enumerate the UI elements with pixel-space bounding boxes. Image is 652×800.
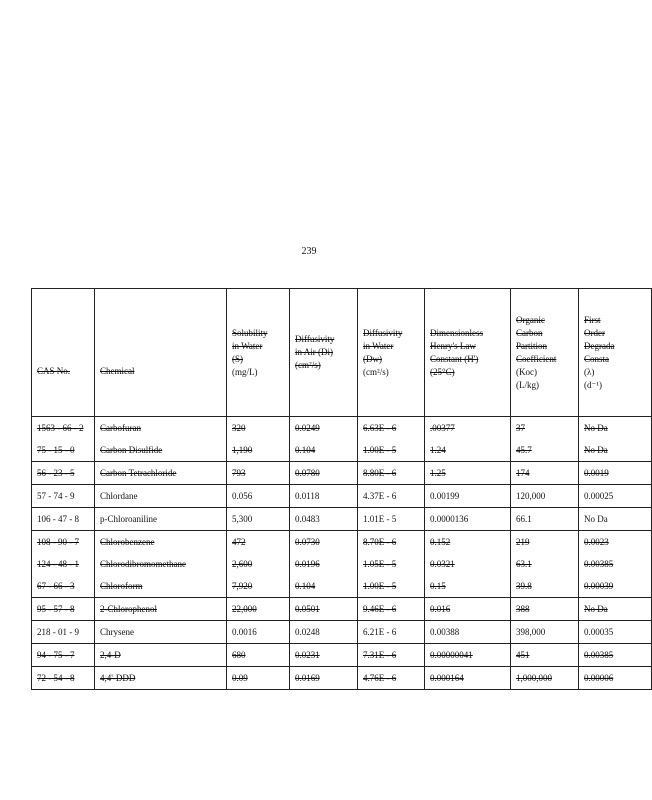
cell-solubility (227, 439, 290, 462)
cell-chemical (95, 598, 227, 621)
cell-text: 0.0019 (584, 468, 609, 478)
cell-text: 1.24 (430, 445, 446, 455)
header-line: Partition (516, 340, 547, 351)
cell-text: 106 - 47 - 8 (37, 514, 79, 524)
cell-text: 0.0023 (584, 537, 609, 547)
header-line: Organic (516, 314, 545, 325)
header-line: Order (584, 327, 605, 338)
cell-text: 320 (232, 423, 246, 433)
cell-cas-no (32, 508, 95, 531)
cell-henrys-law (425, 531, 511, 554)
cell-text: 0.0483 (295, 514, 320, 524)
cell-degradation (579, 667, 652, 690)
header-line: (Dw) (363, 353, 382, 364)
cell-text: p-Chloroaniline (100, 514, 157, 524)
cell-koc (511, 621, 579, 644)
header-line: (Koc) (516, 366, 537, 377)
table-row (32, 644, 652, 667)
cell-text: Chrysene (100, 627, 134, 637)
cell-text: 0.00035 (584, 627, 614, 637)
cell-diffusivity-water (358, 508, 425, 531)
cell-text: Chloroform (100, 581, 143, 591)
table-row (32, 417, 652, 440)
cell-degradation (579, 644, 652, 667)
table-row (32, 575, 652, 598)
cell-solubility (227, 508, 290, 531)
table-row (32, 508, 652, 531)
cell-koc (511, 485, 579, 508)
cell-koc (511, 575, 579, 598)
header-line: Dimensionless (430, 327, 483, 338)
cell-text: 0.0231 (295, 650, 320, 660)
cell-text: No Da (584, 423, 608, 433)
cell-cas-no (32, 417, 95, 440)
cell-text: 57 - 74 - 9 (37, 491, 75, 501)
cell-henrys-law (425, 508, 511, 531)
cell-henrys-law (425, 485, 511, 508)
header-line: (L/kg) (516, 379, 539, 390)
cell-text: 472 (232, 537, 246, 547)
cell-henrys-law (425, 598, 511, 621)
cell-text: 120,000 (516, 491, 546, 501)
cell-text: 1.05E - 5 (363, 559, 397, 569)
chemical-properties-table (31, 288, 652, 690)
cell-text: 45.7 (516, 445, 532, 455)
cell-text: 0.0780 (295, 468, 320, 478)
cell-diffusivity-air (290, 621, 358, 644)
cell-text: 22,000 (232, 604, 257, 614)
cell-solubility (227, 553, 290, 575)
cell-text: 0.0321 (430, 559, 455, 569)
header-line: First (584, 314, 601, 325)
cell-text: 0.00006 (584, 673, 614, 683)
cell-text: 7.31E - 6 (363, 650, 397, 660)
cell-chemical (95, 485, 227, 508)
cell-koc (511, 508, 579, 531)
header-line: (S) (232, 353, 243, 364)
cell-text: 0.016 (430, 604, 451, 614)
cell-text: 7,920 (232, 581, 253, 591)
cell-text: No Da (584, 604, 608, 614)
cell-degradation (579, 439, 652, 462)
cell-text: 0.152 (430, 537, 451, 547)
cell-cas-no (32, 621, 95, 644)
cell-henrys-law (425, 553, 511, 575)
cell-text: 9.46E - 6 (363, 604, 397, 614)
cell-diffusivity-air (290, 531, 358, 554)
cell-text: Chlorobenzene (100, 537, 155, 547)
header-line: (cm²/s) (363, 366, 389, 377)
cell-text: 8.70E - 6 (363, 537, 397, 547)
cell-cas-no (32, 667, 95, 690)
cell-solubility (227, 485, 290, 508)
cell-text: 5,300 (232, 514, 253, 524)
cell-text: 4.37E - 6 (363, 491, 397, 501)
column-header-solubility (227, 289, 290, 417)
cell-text: 451 (516, 650, 530, 660)
column-header-cas-no (32, 289, 95, 417)
cell-henrys-law (425, 644, 511, 667)
cell-text: 0.0169 (295, 673, 320, 683)
cell-text: 0.0196 (295, 559, 320, 569)
cell-text: 63.1 (516, 559, 532, 569)
cell-text: 0.0730 (295, 537, 320, 547)
cell-diffusivity-water (358, 644, 425, 667)
cell-chemical (95, 667, 227, 690)
header-line: Degrada (584, 340, 615, 351)
cell-text: 72 - 54 - 8 (37, 673, 75, 683)
cell-text: 0.00199 (430, 491, 460, 501)
column-header-degradation (579, 289, 652, 417)
cell-text: 0.00388 (430, 627, 460, 637)
cell-diffusivity-air (290, 575, 358, 598)
cell-cas-no (32, 439, 95, 462)
column-header-koc (511, 289, 579, 417)
header-line: (25°C) (430, 366, 455, 377)
cell-henrys-law (425, 575, 511, 598)
cell-chemical (95, 439, 227, 462)
cell-text: Carbofuran (100, 423, 141, 433)
header-line: (d⁻¹) (584, 379, 602, 390)
cell-text: 2,4-D (100, 650, 121, 660)
cell-text: 0.15 (430, 581, 446, 591)
cell-chemical (95, 575, 227, 598)
cell-text: 67 - 66 - 3 (37, 581, 75, 591)
cell-text: 0.00385 (584, 559, 614, 569)
cell-text: 0.056 (232, 491, 253, 501)
cell-text: 0.00039 (584, 581, 614, 591)
header-line: Diffusivity (363, 327, 403, 338)
cell-text: 75 - 15 - 0 (37, 445, 75, 455)
cell-chemical (95, 462, 227, 485)
cell-text: 0.0248 (295, 627, 320, 637)
cell-cas-no (32, 531, 95, 554)
cell-text: Carbon Disulfide (100, 445, 163, 455)
cell-text: 94 - 75 - 7 (37, 650, 75, 660)
cell-text: 0.0501 (295, 604, 320, 614)
cell-text: 388 (516, 604, 530, 614)
cell-text: 680 (232, 650, 246, 660)
cell-diffusivity-water (358, 531, 425, 554)
cell-text: 398,000 (516, 627, 546, 637)
cell-solubility (227, 598, 290, 621)
cell-henrys-law (425, 621, 511, 644)
cell-text: No Da (584, 514, 608, 524)
cell-chemical (95, 644, 227, 667)
cell-text: 0.0118 (295, 491, 320, 501)
cell-diffusivity-water (358, 462, 425, 485)
cell-koc (511, 553, 579, 575)
cell-diffusivity-air (290, 417, 358, 440)
header-line: Henry's Law (430, 340, 476, 351)
cell-diffusivity-air (290, 667, 358, 690)
cell-text: 66.1 (516, 514, 532, 524)
header-line: in Water (232, 340, 263, 351)
table-row (32, 621, 652, 644)
cell-chemical (95, 621, 227, 644)
cell-henrys-law (425, 462, 511, 485)
cell-koc (511, 462, 579, 485)
cell-text: 174 (516, 468, 530, 478)
table-row (32, 598, 652, 621)
cell-degradation (579, 575, 652, 598)
cell-cas-no (32, 485, 95, 508)
cell-chemical (95, 508, 227, 531)
cell-henrys-law (425, 417, 511, 440)
table-row (32, 462, 652, 485)
cell-henrys-law (425, 439, 511, 462)
cell-degradation (579, 621, 652, 644)
header-line: Solubility (232, 327, 268, 338)
cell-text: 793 (232, 468, 246, 478)
cell-solubility (227, 621, 290, 644)
cell-text: .00377 (430, 423, 455, 433)
cell-solubility (227, 644, 290, 667)
cell-koc (511, 667, 579, 690)
cell-text: 1.25 (430, 468, 446, 478)
header-line: (λ) (584, 366, 595, 377)
cell-text: 218 - 01 - 9 (37, 627, 79, 637)
cell-text: 95 - 57 - 8 (37, 604, 75, 614)
cell-text: 108 - 90 - 7 (37, 537, 79, 547)
cell-text: 0.000164 (430, 673, 464, 683)
cell-diffusivity-air (290, 485, 358, 508)
header-line: Diffusivity (295, 334, 335, 344)
column-header-diffusivity-water (358, 289, 425, 417)
cell-text: 0.00385 (584, 650, 614, 660)
table-row (32, 485, 652, 508)
cell-chemical (95, 553, 227, 575)
cell-solubility (227, 531, 290, 554)
cell-koc (511, 417, 579, 440)
cell-text: Chlordane (100, 491, 138, 501)
cell-text: 4.76E - 6 (363, 673, 397, 683)
cell-text: 37 (516, 423, 525, 433)
cell-text: 0.104 (295, 445, 316, 455)
cell-text: 219 (516, 537, 530, 547)
cell-text: 1.01E - 5 (363, 514, 397, 524)
cell-degradation (579, 598, 652, 621)
cell-text: 1.00E - 5 (363, 445, 397, 455)
cell-text: 2,600 (232, 559, 253, 569)
header-line: CAS No. (37, 366, 71, 376)
header-line: Consta (584, 353, 610, 364)
cell-koc (511, 644, 579, 667)
column-header-chemical (95, 289, 227, 417)
cell-diffusivity-water (358, 667, 425, 690)
cell-text: 124 - 48 - 1 (37, 559, 79, 569)
cell-degradation (579, 508, 652, 531)
cell-diffusivity-water (358, 485, 425, 508)
header-line: (cm²/s) (295, 360, 321, 370)
cell-chemical (95, 531, 227, 554)
cell-text: 0.0249 (295, 423, 320, 433)
cell-text: Carbon Tetrachloride (100, 468, 177, 478)
cell-text: No Da (584, 445, 608, 455)
cell-solubility (227, 417, 290, 440)
header-line: Coefficient (516, 353, 557, 364)
cell-text: 0.09 (232, 673, 248, 683)
header-line: (mg/L) (232, 366, 258, 377)
cell-diffusivity-water (358, 575, 425, 598)
cell-text: 0.0000136 (430, 514, 469, 524)
cell-text: 0.00025 (584, 491, 614, 501)
cell-cas-no (32, 553, 95, 575)
cell-text: 1,190 (232, 445, 253, 455)
cell-text: 8.80E - 6 (363, 468, 397, 478)
cell-diffusivity-water (358, 553, 425, 575)
header-line: Carbon (516, 327, 543, 338)
table-header-row (32, 289, 652, 417)
cell-henrys-law (425, 667, 511, 690)
page-number: 239 (301, 246, 317, 257)
chemical-properties-table-container (31, 288, 618, 683)
cell-text: 4,4'-DDD (100, 673, 136, 683)
cell-diffusivity-air (290, 644, 358, 667)
table-row (32, 439, 652, 462)
cell-diffusivity-water (358, 598, 425, 621)
cell-degradation (579, 553, 652, 575)
cell-degradation (579, 531, 652, 554)
column-header-diffusivity-air (290, 289, 358, 417)
cell-koc (511, 531, 579, 554)
cell-text: 39.8 (516, 581, 532, 591)
cell-cas-no (32, 575, 95, 598)
cell-diffusivity-air (290, 439, 358, 462)
cell-text: 6.63E - 6 (363, 423, 397, 433)
cell-text: 0.0016 (232, 627, 257, 637)
table-row (32, 553, 652, 575)
cell-diffusivity-water (358, 621, 425, 644)
cell-solubility (227, 667, 290, 690)
cell-degradation (579, 485, 652, 508)
cell-text: 0.104 (295, 581, 316, 591)
cell-diffusivity-air (290, 462, 358, 485)
cell-text: 1.00E - 5 (363, 581, 397, 591)
cell-text: Chlorodibromomethane (100, 559, 186, 569)
header-line: Constant (H') (430, 353, 479, 364)
cell-koc (511, 598, 579, 621)
cell-cas-no (32, 598, 95, 621)
header-line: in Air (Di) (295, 347, 333, 357)
cell-text: 1563 - 66 - 2 (37, 423, 84, 433)
cell-text: 56 - 23 - 5 (37, 468, 75, 478)
column-header-henrys-law (425, 289, 511, 417)
cell-koc (511, 439, 579, 462)
cell-solubility (227, 575, 290, 598)
cell-solubility (227, 462, 290, 485)
cell-cas-no (32, 462, 95, 485)
cell-diffusivity-air (290, 553, 358, 575)
cell-text: 1,000,000 (516, 673, 552, 683)
header-line: in Water (363, 340, 394, 351)
header-line: Chemical (100, 366, 135, 376)
cell-diffusivity-water (358, 439, 425, 462)
cell-diffusivity-air (290, 598, 358, 621)
cell-diffusivity-water (358, 417, 425, 440)
cell-degradation (579, 417, 652, 440)
cell-text: 6.21E - 6 (363, 627, 397, 637)
cell-cas-no (32, 644, 95, 667)
cell-degradation (579, 462, 652, 485)
table-row (32, 667, 652, 690)
table-row (32, 531, 652, 554)
cell-text: 0.00000041 (430, 650, 473, 660)
cell-diffusivity-air (290, 508, 358, 531)
cell-text: 2-Chlorophenol (100, 604, 157, 614)
cell-chemical (95, 417, 227, 440)
table-body (32, 417, 652, 690)
